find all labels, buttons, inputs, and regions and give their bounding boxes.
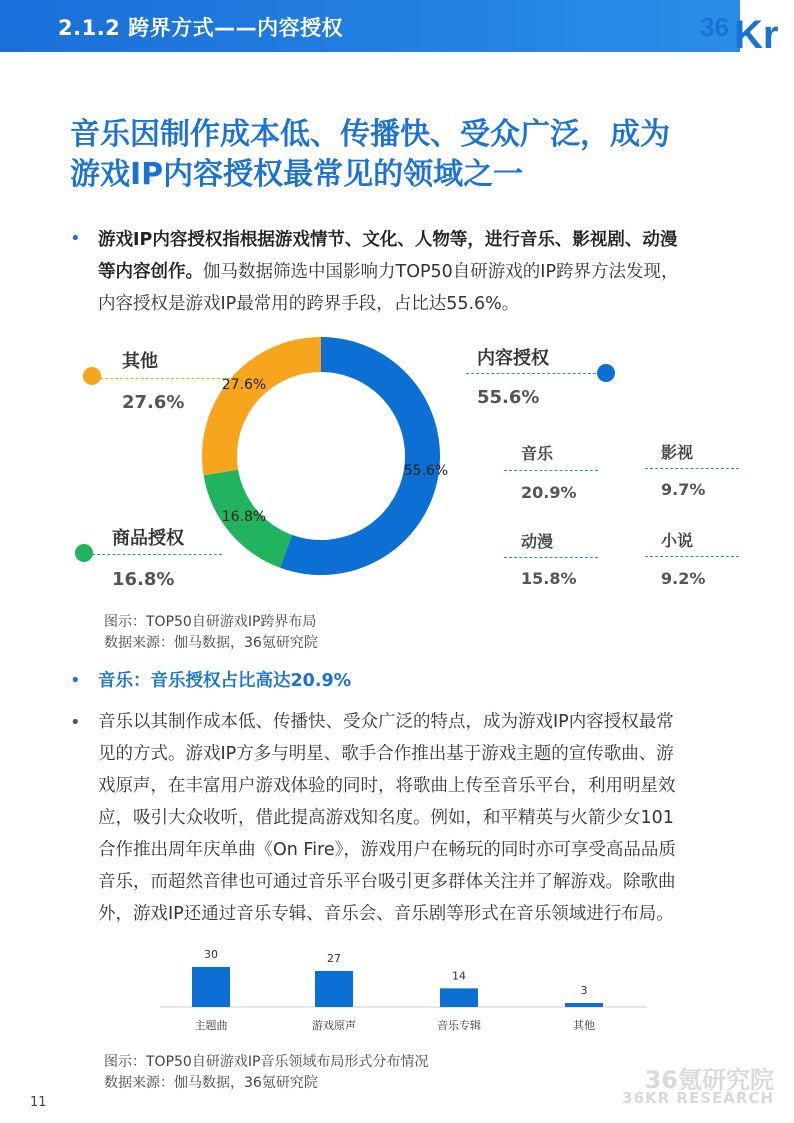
headline-line-2: 游戏IP内容授权最常见的领域之一 xyxy=(70,157,524,192)
sub-film-line xyxy=(645,468,739,469)
watermark-subtitle: 36KR RESEARCH xyxy=(622,1089,774,1107)
sub-music-value: 20.9% xyxy=(521,483,577,502)
sub-music-label: 音乐 xyxy=(521,444,554,463)
music-line: 音乐，而超然音律也可通过音乐平台吸引更多群体关注并了解游戏。除歌曲 xyxy=(98,872,676,892)
content-leader-line xyxy=(466,373,596,374)
donut-caption xyxy=(104,612,318,654)
bar-category-label: 其他 xyxy=(573,1019,595,1032)
bar-category-label: 主题曲 xyxy=(194,1019,228,1032)
bullet: • xyxy=(70,228,81,249)
merch-label: 商品授权 xyxy=(112,528,184,549)
logo-kr: Kr xyxy=(734,13,779,52)
other-label: 其他 xyxy=(122,351,158,372)
donut-slice-label: 55.6% xyxy=(403,463,449,479)
merch-value: 16.8% xyxy=(112,569,175,590)
bar xyxy=(565,1003,603,1007)
bar-chart xyxy=(150,935,670,1040)
intro-line-2-bold: 等内容创作。 xyxy=(98,262,203,282)
other-dot xyxy=(83,367,101,385)
bar xyxy=(315,971,353,1007)
sub-anime-line xyxy=(504,557,598,558)
bar-value-label: 3 xyxy=(580,984,588,997)
section-title: 2.1.2 跨界方式——内容授权 xyxy=(58,16,344,40)
bar-caption xyxy=(104,1052,428,1094)
other-value: 27.6% xyxy=(122,392,185,413)
bar-value-label: 27 xyxy=(327,952,341,965)
donut-slice-label: 16.8% xyxy=(221,509,267,525)
page-number: 11 xyxy=(30,1095,47,1110)
bar-category-label: 音乐专辑 xyxy=(437,1019,481,1032)
donut-slice xyxy=(202,337,321,475)
content-label: 内容授权 xyxy=(477,348,549,369)
bar-value-label: 14 xyxy=(452,969,466,983)
watermark-title: 36氪研究院 xyxy=(644,1066,774,1094)
sub-music-line xyxy=(504,470,598,471)
bullet: • xyxy=(70,670,81,691)
bullet: • xyxy=(70,712,81,733)
bar xyxy=(192,967,230,1007)
bar xyxy=(440,988,478,1007)
sub-anime-label: 动漫 xyxy=(521,532,554,551)
36kr-logo xyxy=(698,2,788,52)
bar-category-label: 游戏原声 xyxy=(312,1019,356,1032)
donut-caption-source: 数据来源：伽马数据，36氪研究院 xyxy=(104,635,318,651)
bar-caption-title: 图示：TOP50自研游戏IP音乐领域布局形式分布情况 xyxy=(104,1054,429,1070)
music-line: 合作推出周年庆单曲《On Fire》，游戏用户在畅玩的同时亦可享受高品品质 xyxy=(98,840,676,860)
merch-leader-line xyxy=(92,554,222,555)
music-line: 音乐以其制作成本低、传播快、受众广泛的特点，成为游戏IP内容授权最常 xyxy=(98,712,674,732)
donut-caption-title: 图示：TOP50自研游戏IP跨界布局 xyxy=(104,614,317,630)
music-line: 戏原声，在丰富用户游戏体验的同时，将歌曲上传至音乐平台，利用明星效 xyxy=(98,776,676,796)
sub-novel-label: 小说 xyxy=(661,531,694,550)
logo-36: 36 xyxy=(700,12,729,42)
sub-novel-value: 9.2% xyxy=(661,569,706,588)
donut-slice-label: 27.6% xyxy=(221,377,267,393)
music-line: 应，吸引大众收听，借此提高游戏知名度。例如，和平精英与火箭少女101 xyxy=(98,808,674,828)
intro-paragraph xyxy=(98,224,738,320)
music-highlight: 音乐：音乐授权占比高达20.9% xyxy=(98,671,352,691)
donut-chart xyxy=(190,325,452,587)
intro-line-3: 内容授权是游戏IP最常用的跨界手段，占比达55.6%。 xyxy=(98,294,520,314)
sub-anime-value: 15.8% xyxy=(521,569,577,588)
merch-dot xyxy=(75,544,93,562)
sub-film-label: 影视 xyxy=(661,443,694,462)
sub-novel-line xyxy=(645,556,739,557)
music-line: 外，游戏IP还通过音乐专辑、音乐会、音乐剧等形式在音乐领域进行布局。 xyxy=(98,904,674,924)
sub-film-value: 9.7% xyxy=(661,480,706,499)
bar-value-label: 30 xyxy=(204,948,218,961)
intro-line-1: 游戏IP内容授权指根据游戏情节、文化、人物等，进行音乐、影视剧、动漫 xyxy=(98,230,678,250)
intro-line-2-rest: 伽马数据筛选中国影响力TOP50自研游戏的IP跨界方法发现， xyxy=(203,262,679,282)
other-leader-line xyxy=(100,378,230,379)
music-line: 见的方式。游戏IP方多与明星、歌手合作推出基于游戏主题的宣传歌曲、游 xyxy=(98,744,674,764)
content-dot xyxy=(597,364,615,382)
music-paragraph xyxy=(98,706,738,930)
headline-line-1: 音乐因制作成本低、传播快、受众广泛，成为 xyxy=(70,117,670,152)
content-value: 55.6% xyxy=(477,387,540,408)
bar-caption-source: 数据来源：伽马数据，36氪研究院 xyxy=(104,1075,318,1091)
headline xyxy=(70,115,750,195)
